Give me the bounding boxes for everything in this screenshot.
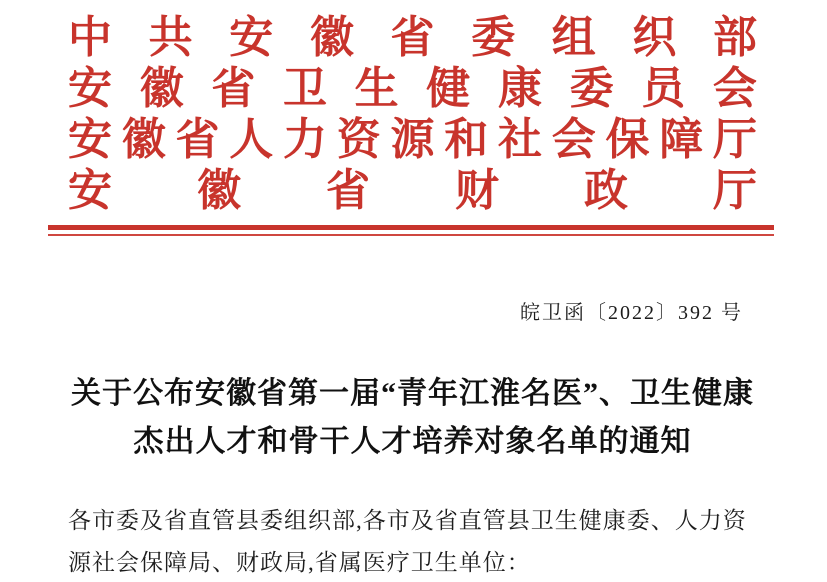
red-divider (48, 225, 774, 236)
document-number: 皖卫函〔2022〕392 号 (520, 302, 743, 324)
document-title (68, 370, 757, 466)
recipients-line-1: 各市委及省直管县委组织部,各市及省直管县卫生健康委、人力资 (68, 508, 747, 533)
letterhead (68, 12, 757, 216)
letterhead-line-4: 安 徽 省 财 政 厅 (68, 165, 757, 215)
letterhead-line-1: 中 共 安 徽 省 委 组 织 部 (68, 12, 757, 62)
document-title-line-2: 杰出人才和骨干人才培养对象名单的通知 (133, 425, 692, 458)
divider-thin-line (48, 234, 774, 236)
letterhead-line-2: 安 徽 省 卫 生 健 康 委 员 会 (68, 63, 757, 113)
document-title-line-1: 关于公布安徽省第一届“青年江淮名医”、卫生健康 (71, 377, 754, 410)
divider-thick-line (48, 225, 774, 230)
recipients-line-2: 源社会保障局、财政局,省属医疗卫生单位： (68, 550, 531, 575)
letterhead-line-3: 安 徽 省 人 力 资 源 和 社 会 保 障 厅 (68, 114, 757, 164)
recipients-paragraph (68, 500, 757, 582)
